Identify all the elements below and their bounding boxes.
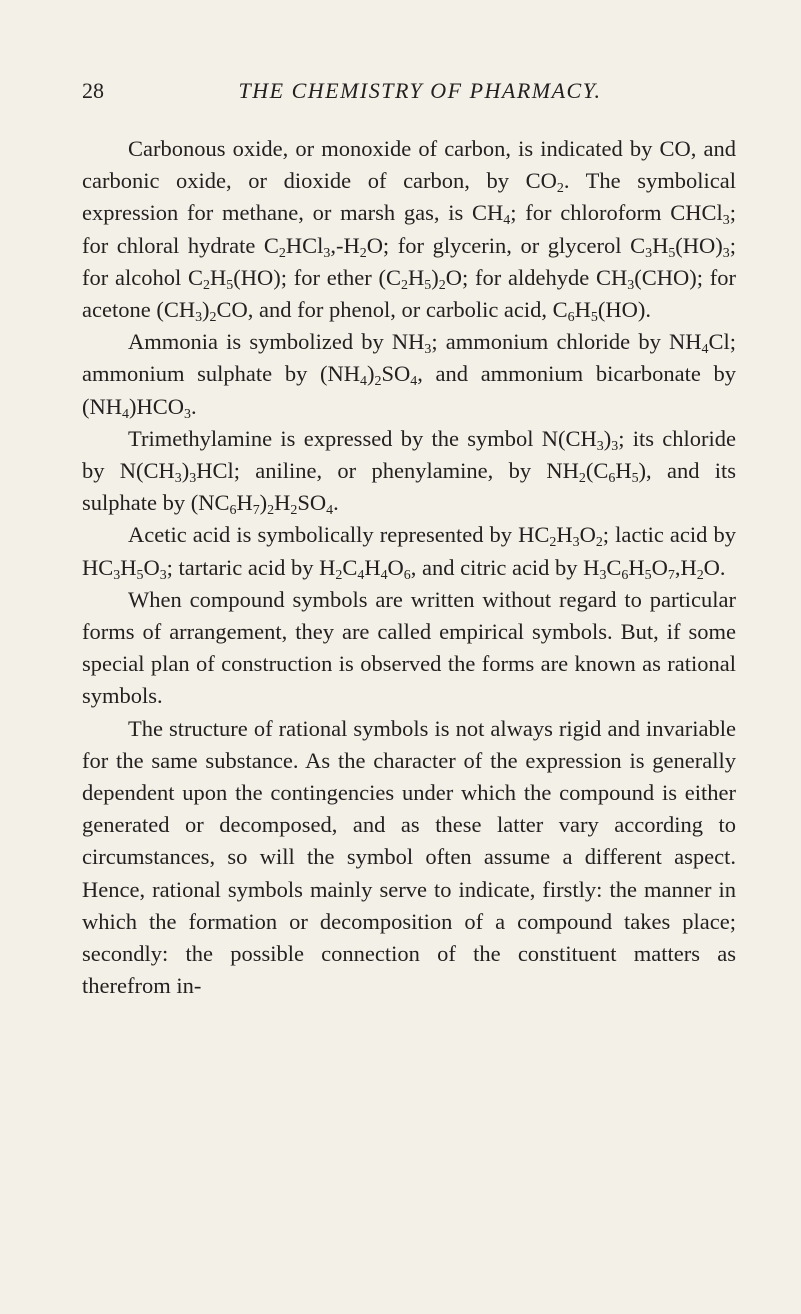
page-header [0,78,801,108]
formula-subscript: 2 [335,567,343,583]
formula-subscript: 3 [323,245,331,261]
formula-subscript: 6 [403,567,411,583]
formula-subscript: 2 [401,277,409,293]
formula-subscript: 4 [122,406,129,422]
formula-subscript: 2 [359,245,367,261]
formula-subscript: 4 [410,374,418,390]
formula-subscript: 3 [645,245,653,261]
formula-subscript: 3 [599,567,607,583]
formula-subscript: 5 [668,245,676,261]
formula-subscript: 3 [611,439,619,454]
paragraph: Ammonia is symbolized by $NH_3$; ammonium chloride by $NH_4Cl$; ammonium sulphate by $(NH_4)_2SO_4$, and ammonium bicarbonate by $(NH_4)HCO_3$. [82,329,736,422]
formula-subscript: 2 [578,471,586,487]
formula-subscript: 5 [424,277,432,293]
formula-subscript: 3 [183,406,191,422]
formula-subscript: 2 [278,245,286,261]
formula-subscript: 2 [595,535,603,551]
formula-subscript: 2 [203,277,211,293]
formula-subscript: 3 [189,471,197,487]
paragraph: When compound symbols are written without regard to particular forms of arrangement, they are called empirical symbols. But, if some special plan of construction is observed the forms are known as rational symbols. [82,586,736,709]
formula-subscript: 2 [549,535,557,551]
running-title: THE CHEMISTRY OF PHARMACY. [238,78,602,103]
paragraph: Trimethylamine is expressed by the symbol $N(CH_3)_3$; its chloride by $N(CH_3)_3HCl$; aniline, or phenylamine, by $NH_2(C_6H_5)$, and its sulphate by $(NC_6H_7)_2H_2SO_4$. [82,425,736,519]
formula-subscript: 6 [621,567,629,583]
formula-subscript: 4 [503,213,511,229]
formula-subscript: 2 [209,310,217,326]
formula-subscript: 3 [572,535,580,551]
formula-subscript: 3 [113,567,121,583]
formula-subscript: 3 [195,310,203,326]
formula-subscript: 6 [567,310,575,326]
formula-subscript: 3 [627,277,635,293]
body-text [82,133,736,1002]
formula-subscript: 4 [360,374,367,390]
formula-subscript: 7 [252,503,260,519]
formula-subscript: 3 [159,567,167,583]
formula-subscript: 2 [374,374,382,390]
paragraph: Acetic acid is symbolically represented by $HC_2H_3O_2$; lactic acid by $HC_3H_5O_3$; tartaric acid by $H_2C_4H_4O_6$, and citric acid by $H_3C_6H_5O_7,H_2O$. [82,522,736,583]
formula-subscript: 5 [136,567,144,583]
formula-subscript: 4 [701,342,709,358]
formula-subscript: 2 [438,277,446,293]
formula-subscript: 3 [596,439,604,454]
page-number: 28 [82,78,104,103]
formula-subscript: 6 [229,503,237,519]
formula-subscript: 5 [644,567,652,583]
formula-subscript: 3 [722,213,730,229]
paragraph: The structure of rational symbols is not always rigid and invariable for the same substance. As the character of the expression is generally dependent upon the contingencies under which the compound is either generated or decomposed, and as these latter vary according to circumstances, so will the symbol often assume a different aspect. Hence, rational symbols mainly serve to indicate, firstly: the manner in which the formation or decomposition of a compound takes place; secondly: the possible connection of the constituent matters as therefrom in- [82,715,736,999]
formula-subscript: 2 [556,181,564,197]
formula-subscript: 6 [608,471,616,487]
formula-subscript: 4 [326,503,334,519]
formula-subscript: 4 [380,567,388,583]
formula-subscript: 3 [174,471,182,487]
formula-subscript: 4 [357,567,365,583]
formula-subscript: 5 [631,471,639,487]
formula-subscript: 7 [667,567,675,583]
formula-subscript: 5 [590,310,598,326]
formula-subscript: 2 [696,567,704,583]
formula-subscript: 3 [424,342,432,358]
formula-subscript: 2 [290,503,298,519]
paragraph: Carbonous oxide, or monoxide of carbon, is indicated by CO, and carbonic oxide, or dioxide of carbon, by $CO_2$. The symbolical expression for methane, or marsh gas, is $CH_4$; for chloroform CHCl$_3$; for chloral hydrate $C_2HCl_3,-H_2O$; for glycerin, or glycerol $C_3H_5(HO)_3$; for alcohol $C_2H_5(HO)$; for ether $(C_2H_5)_2O$; for aldehyde $CH_3(CHO)$; for acetone $(CH_3)_2CO$, and for phenol, or carbolic acid, $C_6H_5(HO)$. [82,136,737,326]
formula-subscript: 2 [267,503,275,519]
formula-subscript: 3 [722,245,730,261]
formula-subscript: 5 [226,277,234,293]
